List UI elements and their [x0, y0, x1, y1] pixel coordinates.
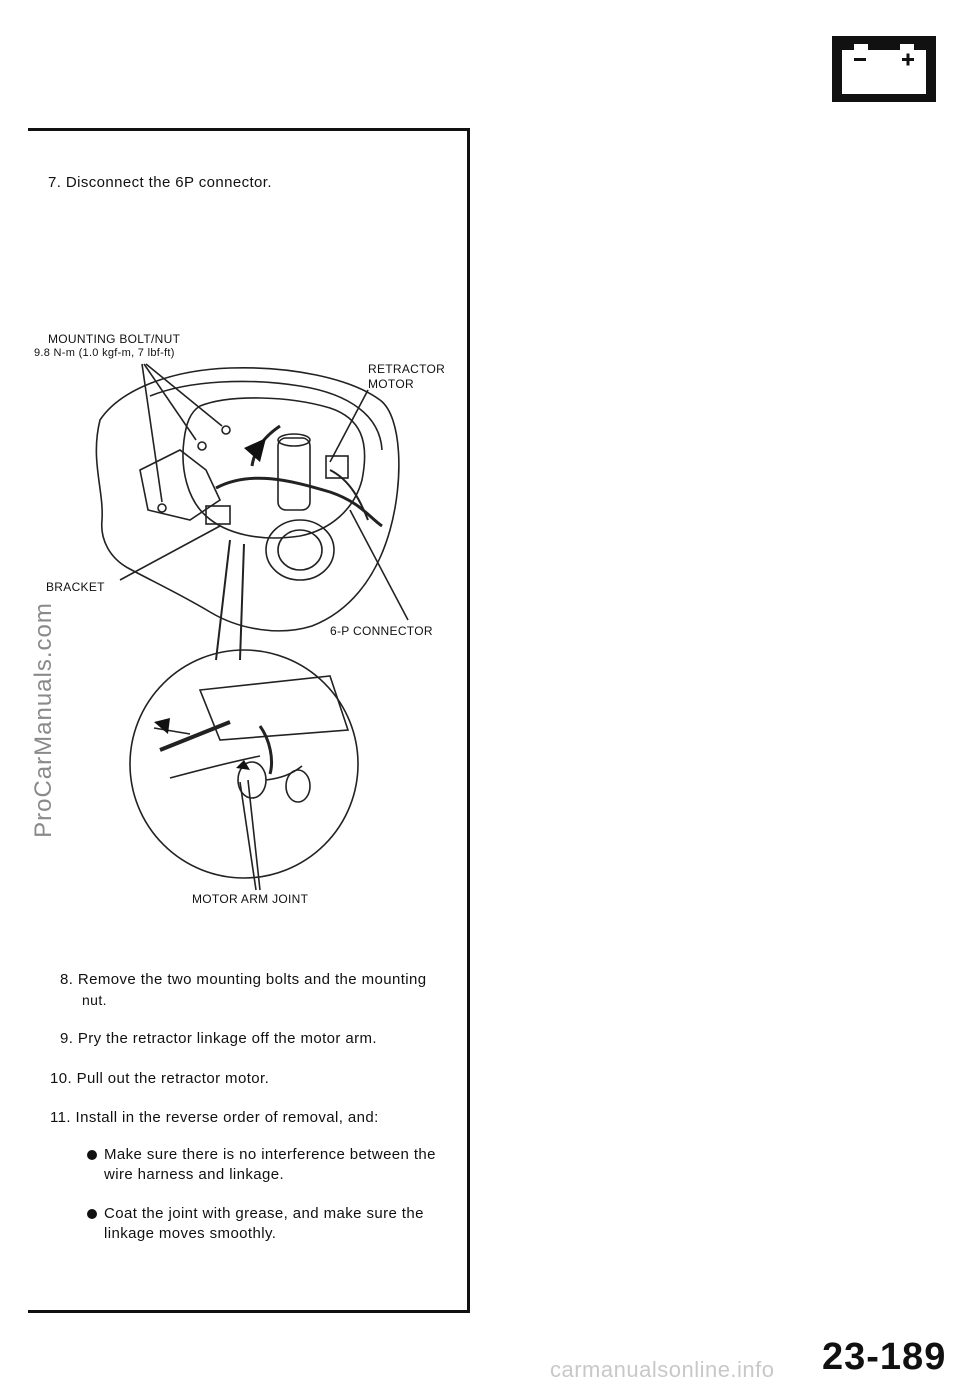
- frame-bottom-rule: [28, 1310, 470, 1313]
- battery-icon: [832, 36, 936, 102]
- bullet-2-line2: linkage moves smoothly.: [104, 1225, 277, 1242]
- footer-watermark: carmanualsonline.info: [550, 1357, 775, 1382]
- bullet-2-line1: Coat the joint with grease, and make sure the: [104, 1205, 424, 1222]
- side-watermark: ProCarManuals.com: [30, 602, 57, 838]
- label-6p-connector: 6-P CONNECTOR: [330, 624, 433, 638]
- frame-top-rule: [28, 128, 470, 131]
- label-retractor-line1: RETRACTOR: [368, 362, 446, 376]
- step-11: 11. Install in the reverse order of removal, and:: [50, 1109, 379, 1126]
- step-8-continued: nut.: [82, 992, 107, 1008]
- step-8: 8. Remove the two mounting bolts and the mounting: [60, 971, 427, 988]
- bullet-dot: [87, 1150, 97, 1160]
- bullet-1-line2: wire harness and linkage.: [104, 1166, 285, 1183]
- bullet-1-line1: Make sure there is no interference between the: [104, 1146, 436, 1163]
- label-torque-spec: 9.8 N-m (1.0 kgf-m, 7 lbf-ft): [34, 347, 175, 359]
- retractor-motor-illustration: [30, 330, 466, 910]
- step-10: 10. Pull out the retractor motor.: [50, 1070, 270, 1087]
- frame-right-rule: [467, 128, 470, 1313]
- bullet-dot: [87, 1209, 97, 1219]
- label-bracket: BRACKET: [46, 580, 105, 594]
- label-mounting-bolt-nut: MOUNTING BOLT/NUT: [48, 332, 181, 346]
- step-9: 9. Pry the retractor linkage off the motor arm.: [60, 1030, 377, 1047]
- label-retractor-line2: MOTOR: [368, 377, 414, 391]
- label-motor-arm-joint: MOTOR ARM JOINT: [192, 892, 309, 906]
- page-number: 23-189: [822, 1336, 947, 1378]
- step-7: 7. Disconnect the 6P connector.: [48, 174, 272, 191]
